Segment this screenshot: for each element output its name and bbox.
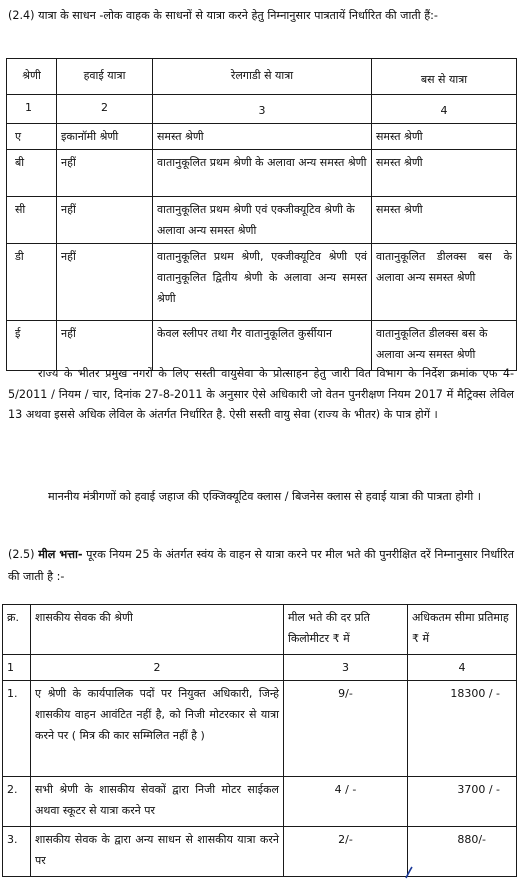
- servant-category-cell: सभी श्रेणी के शासकीय सेवकों द्वारा निजी मोटर साईकल अथवा स्कूटर से यात्रा करने पर: [31, 777, 284, 827]
- table-header-row: [3, 605, 517, 655]
- serial-cell: 2.: [3, 777, 31, 827]
- section-2-5-text: पूरक नियम 25 के अंतर्गत स्वंय के वाहन से यात्रा करने पर मील भते की पुनरीक्षित दरें निम्नानुसार निर्धारित की जाती है :-: [8, 548, 514, 583]
- bus-cell: वातानुकूलित डीलक्स बस के अलावा अन्य समस्त श्रेणी: [372, 244, 517, 321]
- table-row: [3, 827, 517, 877]
- mileage-allowance-table: [2, 604, 517, 877]
- rate-cell: 2/-: [284, 827, 408, 877]
- bus-cell: समस्त श्रेणी: [372, 197, 517, 244]
- table-row: [3, 777, 517, 827]
- cheap-air-service-paragraph: राज्य के भीतर प्रमुख नगरों के लिए सस्ती वायुसेवा के प्रोत्साहन हेतु जारी वित विभाग के निर्देश क्रमांक एफ 4-5/2011 / नियम / चार, दिनांक 27-8-2011 के अनुसार ऐसे अधिकारी जो वेतन पुनरीक्षण नियम 2017 में मैट्रिक्स लेविल 13 अथवा इससे अधिक लेविल के अंतर्गत निर्धारित है. ऐसी सस्ती वायु सेवा (राज्य के भीतर) के पात्र होगें ।: [8, 367, 514, 421]
- col-number-3: 3: [284, 655, 408, 681]
- limit-cell: 18300 / -: [408, 681, 517, 777]
- header-serial: क्र.: [3, 605, 31, 655]
- servant-category-cell: शासकीय सेवक के द्वारा अन्य साधन से शासकीय यात्रा करने पर: [31, 827, 284, 877]
- category-cell: बी: [7, 150, 57, 197]
- header-rail-travel: रेलगाडी से यात्रा: [153, 59, 372, 95]
- rail-cell: वातानुकूलित प्रथम श्रेणी, एक्जीक्यूटिव श्रेणी एवं वातानुकूलित द्वितीय श्रेणी के अलावा अन्य समस्त श्रेणी: [153, 244, 372, 321]
- table-row: [7, 150, 517, 197]
- category-cell: ई: [7, 321, 57, 371]
- header-servant-category: शासकीय सेवक की श्रेणी: [31, 605, 284, 655]
- rail-cell: वातानुकूलित प्रथम श्रेणी के अलावा अन्य समस्त श्रेणी: [153, 150, 372, 197]
- serial-cell: 1.: [3, 681, 31, 777]
- rail-cell: समस्त श्रेणी: [153, 124, 372, 150]
- table-header-row: [7, 59, 517, 95]
- category-cell: सी: [7, 197, 57, 244]
- col-number-2: 2: [57, 95, 153, 124]
- section-2-4-intro: (2.4) यात्रा के साधन -लोक वाहक के साधनों से यात्रा करने हेतु निम्नानुसार पात्रतायें निर्धारित की जाती हैं:-: [8, 9, 438, 22]
- air-cell: नहीं: [57, 244, 153, 321]
- table-number-row: [7, 95, 517, 124]
- travel-entitlement-table: [6, 58, 517, 371]
- col-number-3: 3: [153, 95, 372, 124]
- bus-cell: वातानुकूलित डीलक्स बस के अलावा अन्य समस्त श्रेणी: [372, 321, 517, 371]
- table-row: [7, 197, 517, 244]
- col-number-4: 4: [372, 95, 517, 124]
- col-number-1: 1: [3, 655, 31, 681]
- table-row: [7, 244, 517, 321]
- serial-cell: 3.: [3, 827, 31, 877]
- ministers-paragraph: माननीय मंत्रीगणों को हवाई जहाज की एक्जिक्यूटिव क्लास / बिजनेस क्लास से हवाई यात्रा की पात्रता होगी ।: [48, 490, 482, 503]
- category-cell: डी: [7, 244, 57, 321]
- category-cell: ए: [7, 124, 57, 150]
- air-cell: नहीं: [57, 321, 153, 371]
- rail-cell: वातानुकूलित प्रथम श्रेणी एवं एक्जीक्यूटिव श्रेणी के अलावा अन्य समस्त श्रेणी: [153, 197, 372, 244]
- servant-category-cell: ए श्रेणी के कार्यपालिक पदों पर नियुक्त अधिकारी, जिन्हे शासकीय वाहन आवंटित नहीं है, को निजी मोटरकार से यात्रा करने पर ( मित्र की कार सम्मिलित नहीं है ): [31, 681, 284, 777]
- section-2-5-intro: [8, 544, 514, 588]
- limit-cell: 3700 / -: [408, 777, 517, 827]
- header-category: श्रेणी: [7, 59, 57, 95]
- col-number-4: 4: [408, 655, 517, 681]
- air-cell: नहीं: [57, 150, 153, 197]
- rate-cell: 4 / -: [284, 777, 408, 827]
- section-2-5-number: (2.5): [8, 548, 35, 561]
- ink-mark: [405, 866, 413, 879]
- table-row: [3, 681, 517, 777]
- header-air-travel: हवाई यात्रा: [57, 59, 153, 95]
- header-rate-per-km: मील भते की दर प्रति किलोमीटर ₹ में: [284, 605, 408, 655]
- col-number-2: 2: [31, 655, 284, 681]
- header-monthly-limit: अधिकतम सीमा प्रतिमाह ₹ में: [408, 605, 517, 655]
- table-number-row: [3, 655, 517, 681]
- table-row: [7, 124, 517, 150]
- bus-cell: समस्त श्रेणी: [372, 124, 517, 150]
- air-cell: नहीं: [57, 197, 153, 244]
- table-row: [7, 321, 517, 371]
- header-bus-travel: बस से यात्रा: [372, 59, 517, 95]
- limit-cell: 880/-: [408, 827, 517, 877]
- bus-cell: समस्त श्रेणी: [372, 150, 517, 197]
- rate-cell: 9/-: [284, 681, 408, 777]
- air-cell: इकानॉमी श्रेणी: [57, 124, 153, 150]
- section-2-5-heading: मील भत्ता-: [38, 548, 83, 561]
- rail-cell: केवल स्लीपर तथा गैर वातानुकूलित कुर्सीयान: [153, 321, 372, 371]
- col-number-1: 1: [7, 95, 57, 124]
